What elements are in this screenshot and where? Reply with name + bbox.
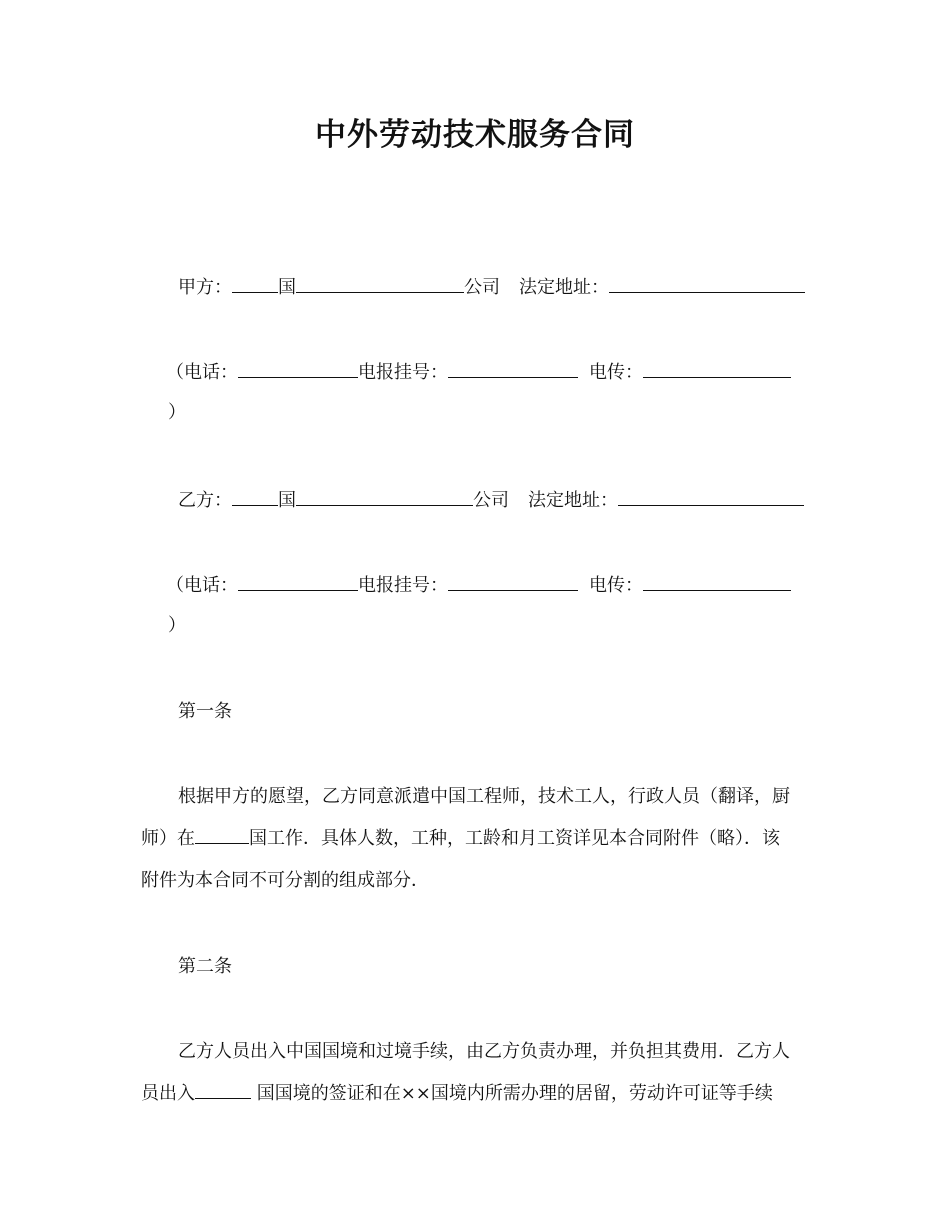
- party-b-fax-blank: [643, 571, 791, 591]
- party-b-contact-close: ）: [168, 615, 186, 636]
- article-1-country-blank: [195, 824, 249, 844]
- party-b-country-blank: [232, 486, 278, 506]
- party-a-address-label: 法定地址：: [519, 277, 609, 298]
- article-2-line-2-end: 国国境的签证和在××国境内所需办理的居留，劳动许可证等手续: [251, 1083, 773, 1104]
- party-a-line: [178, 273, 805, 302]
- party-a-company-blank: [296, 273, 464, 293]
- article-2-line-1: 乙方人员出入中国国境和过境手续，由乙方负责办理，并负担其费用．乙方人: [178, 1041, 790, 1062]
- party-b-address-blank: [618, 486, 804, 506]
- article-2-line-2-start: 员出入: [141, 1083, 195, 1104]
- party-b-phone-blank: [238, 571, 358, 591]
- article-2-line-2: [141, 1073, 813, 1115]
- party-a-phone-blank: [238, 358, 358, 378]
- article-1-heading: 第一条: [178, 701, 232, 722]
- party-a-country-suffix: 国: [278, 277, 296, 298]
- party-b-fax-label: 电传：: [589, 575, 643, 596]
- party-b-country-suffix: 国: [278, 490, 296, 511]
- article-1-line-1: 根据甲方的愿望，乙方同意派遣中国工程师，技术工人，行政人员（翻译，厨: [178, 786, 790, 807]
- party-b-telegraph-blank: [448, 571, 578, 591]
- article-2-body: [141, 1031, 813, 1115]
- party-a-telegraph-blank: [448, 358, 578, 378]
- party-b-telegraph-label: 电报挂号：: [358, 575, 448, 596]
- party-b-company-suffix: 公司: [473, 490, 509, 511]
- party-a-company-suffix: 公司: [464, 277, 500, 298]
- party-a-country-blank: [232, 273, 278, 293]
- party-b-company-blank: [296, 486, 473, 506]
- party-a-address-blank: [609, 273, 805, 293]
- party-a-label: 甲方：: [178, 277, 232, 298]
- article-2-heading: 第二条: [178, 956, 232, 977]
- article-1-line-3: 附件为本合同不可分割的组成部分．: [141, 870, 429, 891]
- party-a-contact-line: [166, 358, 791, 387]
- article-2-country-blank: [195, 1079, 251, 1099]
- party-b-address-label: 法定地址：: [528, 490, 618, 511]
- party-a-telegraph-label: 电报挂号：: [358, 362, 448, 383]
- party-a-fax-blank: [643, 358, 791, 378]
- article-1-line-2-end: 国工作．具体人数，工种，工龄和月工资详见本合同附件（略）．该: [249, 828, 780, 849]
- document-title: 中外劳动技术服务合同: [315, 117, 635, 153]
- party-b-line: [178, 486, 804, 515]
- party-a-phone-label: （电话：: [166, 362, 238, 383]
- article-1-body: [141, 776, 813, 902]
- party-b-contact-line: [166, 571, 791, 600]
- party-b-label: 乙方：: [178, 490, 232, 511]
- party-b-phone-label: （电话：: [166, 575, 238, 596]
- article-1-line-2-start: 师）在: [141, 828, 195, 849]
- party-a-contact-close: ）: [168, 402, 186, 423]
- article-1-line-2: [141, 818, 813, 860]
- party-a-fax-label: 电传：: [589, 362, 643, 383]
